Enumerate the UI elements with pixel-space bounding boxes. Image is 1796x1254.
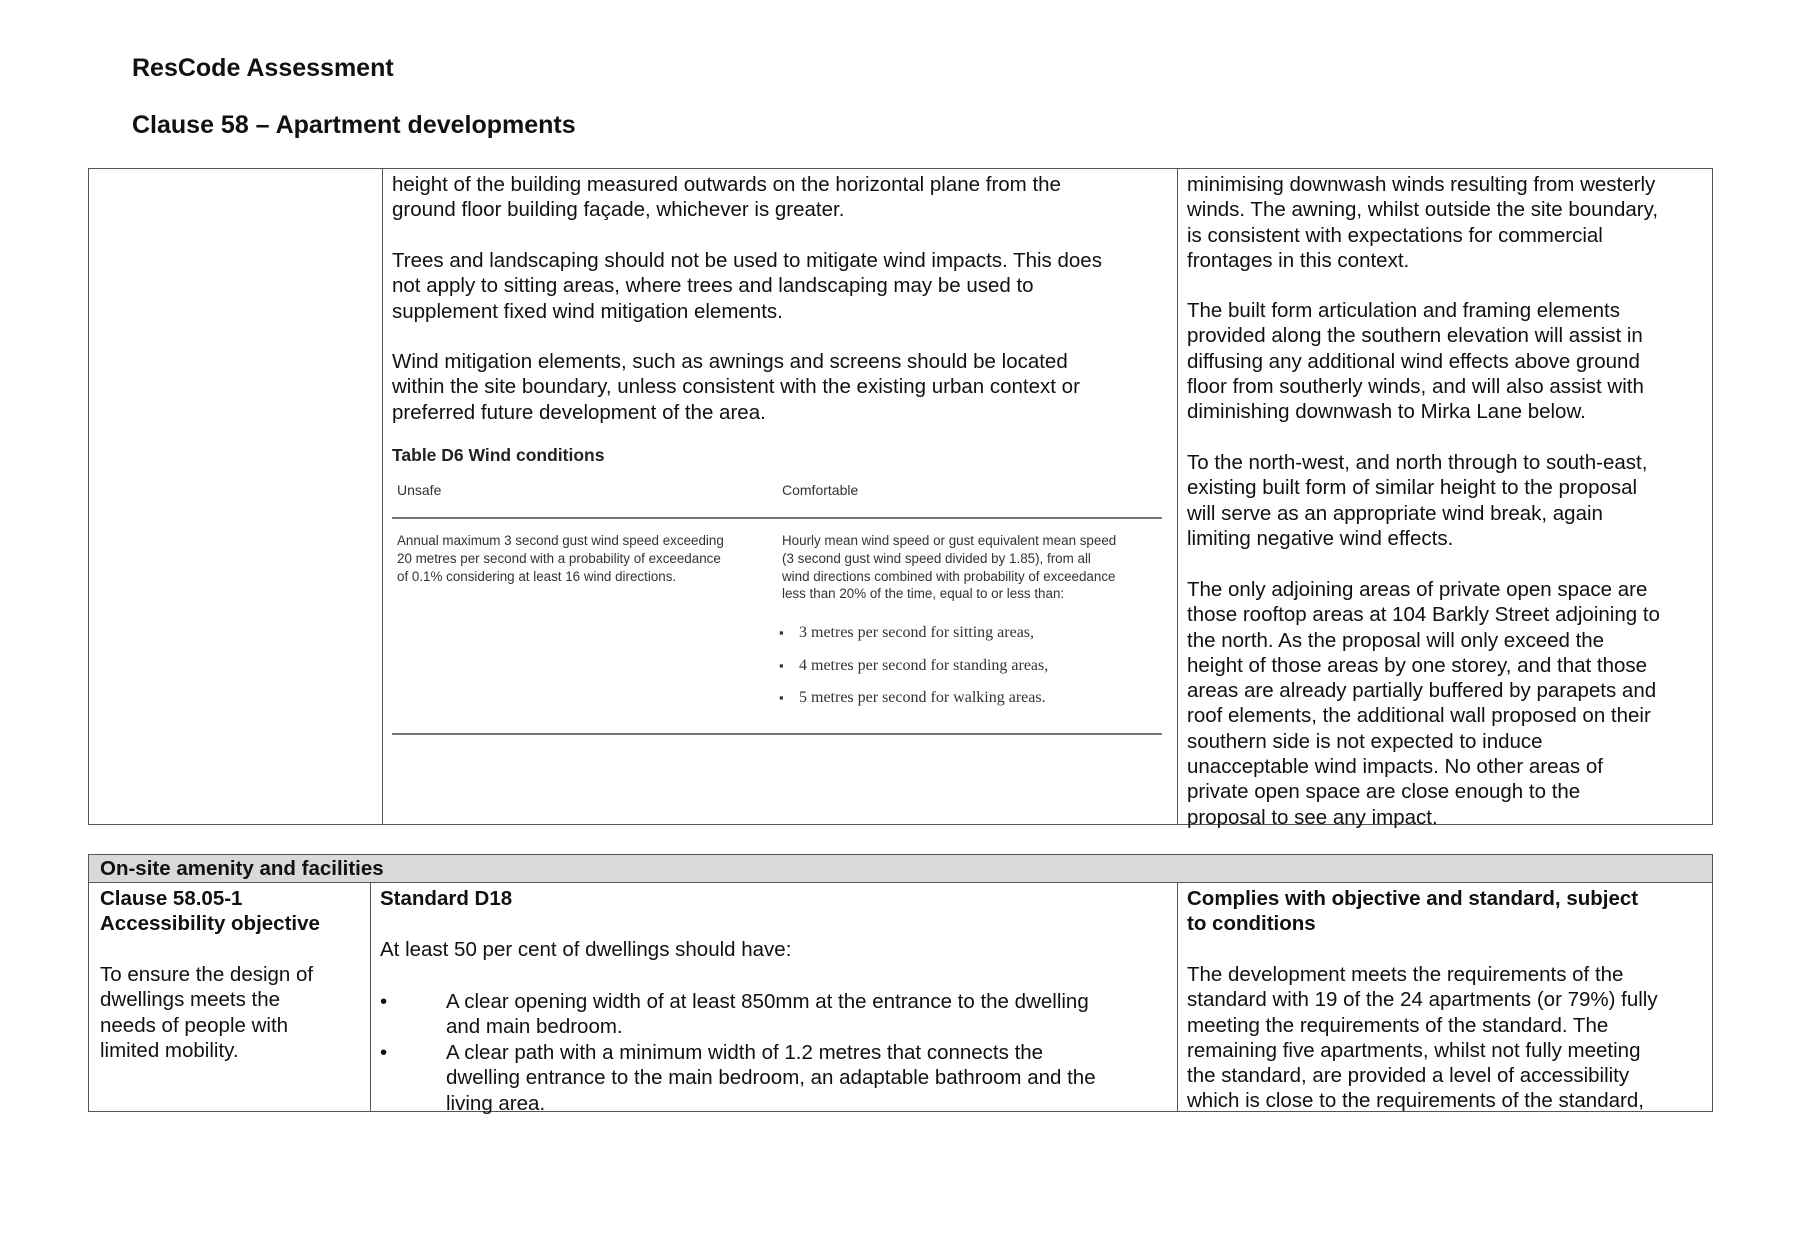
standard-intro: At least 50 per cent of dwellings should have: xyxy=(380,938,792,961)
list-item xyxy=(380,989,1170,1040)
standard-title: Standard D18 xyxy=(380,887,513,910)
assessment-paragraph: The built form articulation and framing elements provided along the southern elevation will assist in diffusing any additional wind effects above ground floor from southerly winds, and will also assist with diminishing downwash to Mirka Lane below. xyxy=(1187,299,1644,424)
wind-table-unsafe-text: Annual maximum 3 second gust wind speed exceeding 20 metres per second with a probability of exceedance of 0.1% considering at least 16 wind directions. xyxy=(397,533,724,584)
wind-table-comfortable-text: Hourly mean wind speed or gust equivalent mean speed (3 second gust wind speed divided by 1.85), from all wind directions combined with probability of exceedance less than 20% of the time, equal to or less than: xyxy=(782,533,1117,602)
bullet-glyph: • xyxy=(380,1041,388,1064)
page-subtitle: Clause 58 – Apartment developments xyxy=(132,111,576,139)
objective-text: To ensure the design of dwellings meets the needs of people with limited mobility. xyxy=(100,963,314,1062)
section-header xyxy=(89,855,1712,883)
amenity-table xyxy=(88,854,1713,1115)
list-item: ▪ 5 metres per second for walking areas. xyxy=(779,688,1048,721)
standard-paragraph: Wind mitigation elements, such as awnings and screens should be located within the site boundary, unless consistent with the existing urban context or preferred future development of the area. xyxy=(392,350,1080,424)
bullet-text: A clear opening width of at least 850mm at the entrance to the dwelling and main bedroom. xyxy=(446,990,1089,1039)
standard-column xyxy=(370,883,1178,1115)
assessment-column xyxy=(1177,883,1712,1111)
list-item: ▪ 3 metres per second for sitting areas, xyxy=(779,623,1048,656)
wind-table-rule xyxy=(392,733,1162,735)
assessment-paragraph: minimising downwash winds resulting from westerly winds. The awning, whilst outside the site boundary, is consistent with expectations for commercial frontages in this context. xyxy=(1187,173,1659,272)
standard-paragraph: Trees and landscaping should not be used to mitigate wind impacts. This does not apply to sitting areas, where trees and landscaping may be used to supplement fixed wind mitigation elements. xyxy=(392,249,1102,323)
wind-table-comfortable-list xyxy=(779,623,1048,721)
assessment-paragraph: The only adjoining areas of private open space are those rooftop areas at 104 Barkly Street adjoining to the north. As the proposal will only exceed the height of those areas by one storey, and that those areas are already partially buffered by parapets and roof elements, the additional wall proposed on their southern side is not expected to induce unacceptable wind impacts. No other areas of private open space are close enough to the proposal to see any impact. xyxy=(1187,578,1660,829)
bullet-glyph: • xyxy=(380,990,388,1013)
clause-column-empty xyxy=(89,169,383,824)
wind-table-title: Table D6 Wind conditions xyxy=(392,445,605,465)
list-item xyxy=(380,1040,1170,1116)
assessment-column xyxy=(1177,169,1712,829)
standard-column xyxy=(382,169,1178,824)
assessment-text: The development meets the requirements of the standard with 19 of the 24 apartments (or 79%) fully meeting the requirements of the standard. The remaining five apartments, whilst not fully meeting the standard, are provided a level of accessibility which is close to the requirements of the standard, xyxy=(1187,963,1658,1113)
page-title: ResCode Assessment xyxy=(132,54,394,82)
bullet-text: A clear path with a minimum width of 1.2 metres that connects the dwelling entrance to the main bedroom, an adaptable bathroom and the living area. xyxy=(446,1041,1096,1115)
list-item: ▪ 4 metres per second for standing areas, xyxy=(779,656,1048,689)
standard-paragraph: height of the building measured outwards on the horizontal plane from the ground floor building façade, whichever is greater. xyxy=(392,173,1061,222)
assessment-paragraph: To the north-west, and north through to south-east, existing built form of similar height to the proposal will serve as an appropriate wind break, again limiting negative wind effects. xyxy=(1187,451,1648,550)
wind-table-rule xyxy=(392,517,1162,519)
section-header-label: On-site amenity and facilities xyxy=(100,857,384,880)
clause-column xyxy=(89,883,371,1111)
wind-assessment-table xyxy=(88,168,1713,829)
clause-title: Clause 58.05-1 Accessibility objective xyxy=(100,887,320,936)
wind-table-header-comfortable: Comfortable xyxy=(782,482,859,498)
assessment-title: Complies with objective and standard, subject to conditions xyxy=(1187,887,1639,936)
wind-table-header-unsafe: Unsafe xyxy=(397,482,442,498)
